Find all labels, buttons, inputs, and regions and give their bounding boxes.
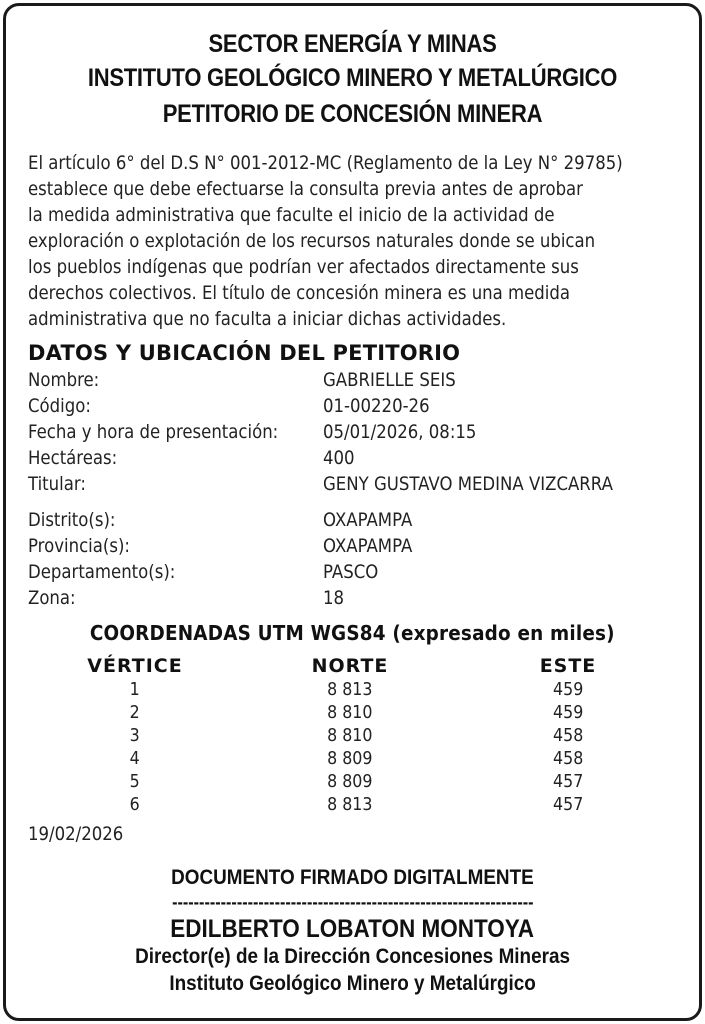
signer-role: Director(e) de la Dirección Concesiones Mineras	[135, 945, 570, 968]
intro-line: los pueblos indígenas que podrían ver afectados directamente sus	[28, 256, 579, 278]
coords-cell-vertice: 3	[129, 725, 141, 746]
datos-label: Titular:	[28, 473, 86, 495]
datos-label: Departamento(s):	[28, 561, 176, 583]
header-institute: INSTITUTO GEOLÓGICO MINERO Y METALÚRGICO	[87, 64, 618, 92]
coords-title-text: COORDENADAS UTM WGS84 (expresado en miles)	[90, 621, 615, 645]
coords-cell-norte: 8 813	[327, 794, 373, 815]
datos-value: 18	[323, 587, 345, 609]
coords-cell-norte: 8 810	[327, 725, 373, 746]
coords-cell-este: 458	[552, 725, 584, 746]
intro-line: El artículo 6° del D.S N° 001-2012-MC (Reglamento de la Ley N° 29785)	[28, 152, 623, 174]
coords-cell-este: 457	[552, 794, 584, 815]
datos-label: Distrito(s):	[28, 509, 116, 531]
coords-cell-vertice: 1	[129, 679, 141, 700]
datos-label: Hectáreas:	[28, 447, 118, 469]
coords-cell-norte: 8 809	[327, 748, 373, 769]
coords-cell-este: 459	[552, 702, 584, 723]
coords-cell-norte: 8 810	[327, 702, 373, 723]
datos-label: Nombre:	[28, 369, 100, 391]
coords-cell-este: 459	[552, 679, 584, 700]
datos-value: OXAPAMPA	[323, 535, 413, 557]
intro-line: la medida administrativa que faculte el inicio de la actividad de	[28, 204, 555, 226]
coords-cell-vertice: 2	[129, 702, 141, 723]
coords-cell-este: 458	[552, 748, 584, 769]
datos-value: 01-00220-26	[323, 395, 430, 417]
signature-line: -------------------------------------------------------------------	[171, 892, 534, 912]
intro-line: exploración o explotación de los recursos naturales donde se ubican	[28, 230, 596, 252]
coords-header-norte: NORTE	[311, 655, 389, 677]
signer-name: EDILBERTO LOBATON MONTOYA	[170, 915, 535, 943]
datos-label: Zona:	[28, 587, 76, 609]
datos-value: PASCO	[323, 561, 379, 583]
intro-line: administrativa que no faculta a iniciar dichas actividades.	[28, 308, 507, 330]
datos-label: Provincia(s):	[28, 535, 130, 557]
coords-cell-vertice: 5	[129, 771, 141, 792]
datos-label: Fecha y hora de presentación:	[28, 421, 279, 443]
coords-cell-norte: 8 813	[327, 679, 373, 700]
datos-section-title: DATOS Y UBICACIÓN DEL PETITORIO	[28, 341, 461, 365]
datos-value: 05/01/2026, 08:15	[323, 421, 477, 443]
intro-line: establece que debe efectuarse la consulta previa antes de aprobar	[28, 178, 583, 200]
digitally-signed-label: DOCUMENTO FIRMADO DIGITALMENTE	[171, 866, 534, 889]
datos-value: GENY GUSTAVO MEDINA VIZCARRA	[323, 473, 613, 495]
datos-value: GABRIELLE SEIS	[323, 369, 456, 391]
datos-value: 400	[323, 447, 355, 469]
header-sector: SECTOR ENERGÍA Y MINAS	[208, 30, 497, 58]
coords-cell-vertice: 4	[129, 748, 141, 769]
coords-cell-norte: 8 809	[327, 771, 373, 792]
coords-header-este: ESTE	[539, 655, 597, 677]
intro-line: derechos colectivos. El título de concesión minera es una medida	[28, 282, 571, 304]
coords-cell-este: 457	[552, 771, 584, 792]
datos-value: OXAPAMPA	[323, 509, 413, 531]
datos-label: Código:	[28, 395, 91, 417]
notice-page: SECTOR ENERGÍA Y MINAS INSTITUTO GEOLÓGICO MINERO Y METALÚRGICO PETITORIO DE CONCESIÓN MINERA El artículo 6° del D.S N° 001-2012-MC (Reglamento de la Ley N° 29785) establece que debe efectuarse la consulta previa antes de aprobar la medida administrativa que faculte el inicio de la actividad de exploración o explotación de los recursos naturales donde se ubican los pueblos indígenas que podrían ver afectados directamente sus derechos colectivos. El título de concesión minera es una medida administrativa que no faculta a iniciar dichas actividades. DATOS Y UBICACIÓN DEL PETITORIO Nombre: GABRIELLE SEIS Código: 01-00220-26 Fecha y hora de presentación: 05/01/2026, 08:15 Hectáreas: 400 Titular: GENY GUSTAVO MEDINA VIZCARRA Distrito(s): OXAPAMPA Provincia(s): OXAPAMPA Departamento(s): PASCO Zona: 18 COORDENADAS UTM WGS84 (expresado en miles) VÉRTICE NORTE ESTE 1 8 813 459 2 8 810 459 3 8 810 458 4 8 809 458 5 8 809 457 6 8 813 457 19/02/2026 DOCUMENTO FIRMADO DIGITALMENTE ------------------------------------------------------------------- EDILBERTO LOBATON MONTOYA Director(e) de la Dirección Concesiones Mineras Instituto Geológico Minero y Metalúrgico	[0, 0, 705, 1024]
coords-section-title	[0, 621, 705, 645]
coords-header-vertice: VÉRTICE	[87, 655, 183, 677]
coords-cell-vertice: 6	[129, 794, 141, 815]
header-petitorio: PETITORIO DE CONCESIÓN MINERA	[162, 100, 543, 128]
signer-institution: Instituto Geológico Minero y Metalúrgico	[169, 972, 536, 995]
